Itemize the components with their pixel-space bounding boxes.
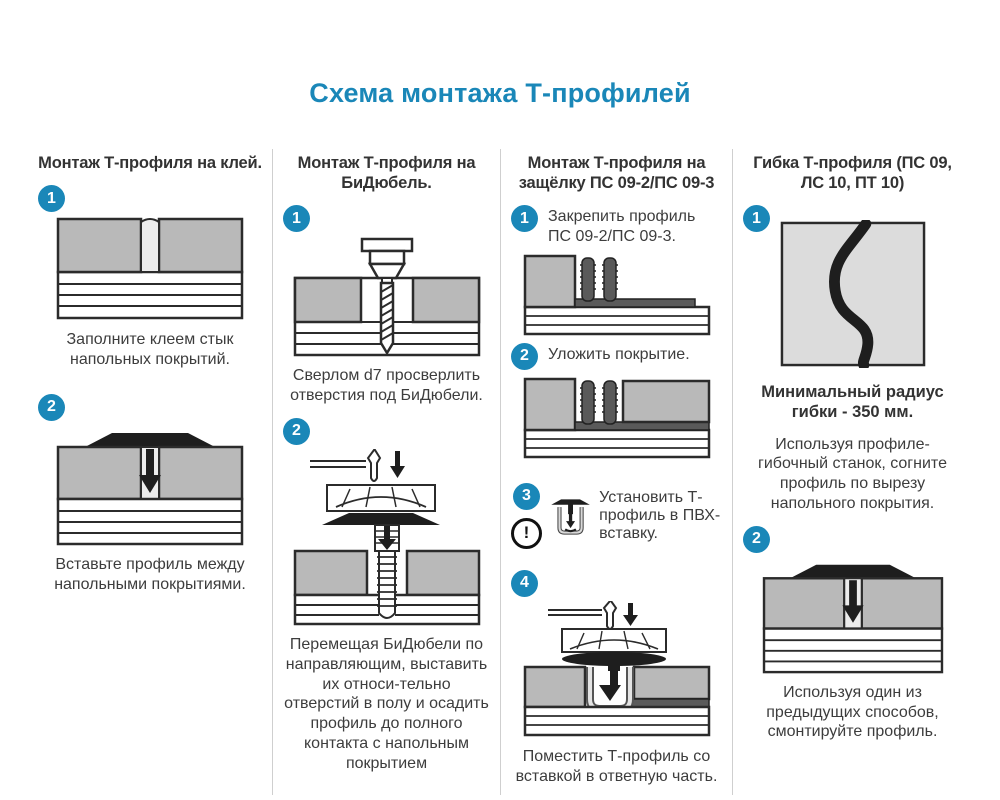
step-badge: 1	[283, 205, 310, 232]
step-caption: Сверлом d7 просверлить отверстия под БиДюбели.	[290, 367, 483, 405]
hammer-bidowel-diagram	[292, 449, 482, 627]
step-badge: 2	[283, 418, 310, 445]
column-bidowel-header: Монтаж Т-профиля на БиДюбель.	[297, 154, 476, 193]
step-label: Закрепить профиль ПС 09-2/ПС 09-3.	[548, 208, 696, 246]
step-caption: Используя один из предыдущих способов, смонтируйте профиль.	[766, 683, 939, 741]
pvc-insert-diagram	[548, 470, 593, 562]
warning-icon: !	[511, 518, 542, 549]
step-caption: Поместить Т-профиль со вставкой в ответную часть.	[515, 747, 718, 785]
bent-profile-diagram	[779, 220, 927, 368]
step-caption: Используя профиле-гибочный станок, согните профиль по вырезу напольного покрытия.	[758, 435, 947, 512]
step-badge: 1	[38, 185, 65, 212]
step-caption: Вставьте профиль между напольными покрытиями.	[54, 555, 246, 593]
profile-inserted-diagram	[758, 557, 948, 675]
column-bending-header: Гибка Т-профиля (ПС 09, ЛС 10, ПТ 10)	[753, 154, 952, 193]
column-glue-header: Монтаж Т-профиля на клей.	[38, 154, 262, 172]
step-caption: Перемещая БиДюбели по направляющим, выставить их относи-тельно отверстий в полу и осадить профиль до полного контакта с напольным покрытием	[284, 635, 489, 772]
step-badge: 3	[513, 483, 540, 510]
glue-joint-diagram	[55, 216, 245, 322]
columns-grid	[28, 149, 1000, 795]
column-latch-header: Монтаж Т-профиля на защёлку ПС 09-2/ПС 09-3	[518, 154, 715, 193]
covering-laid-diagram	[522, 376, 712, 460]
step-caption: Заполните клеем стык напольных покрытий.	[66, 331, 234, 368]
column-bending	[732, 149, 972, 795]
column-latch	[500, 149, 732, 795]
step-badge: 1	[511, 205, 538, 232]
step-label: Установить Т-профиль в ПВХ-вставку.	[599, 488, 721, 542]
step-label: Уложить покрытие.	[548, 345, 690, 363]
column-bidowel	[272, 149, 500, 795]
step-badge: 2	[511, 343, 538, 370]
drill-diagram	[292, 236, 482, 358]
step-badge: 1	[743, 205, 770, 232]
latch-profile-diagram	[522, 253, 712, 337]
step-badge: 4	[511, 570, 538, 597]
page-title: Схема монтажа Т-профилей	[309, 78, 691, 108]
min-radius-note: Минимальный радиус гибки - 350 мм.	[761, 383, 944, 422]
profile-inserted-diagram	[55, 425, 245, 547]
step-badge: 2	[38, 394, 65, 421]
step-badge: 2	[743, 526, 770, 553]
column-glue	[28, 149, 272, 795]
hammer-counterpart-diagram	[522, 601, 712, 739]
